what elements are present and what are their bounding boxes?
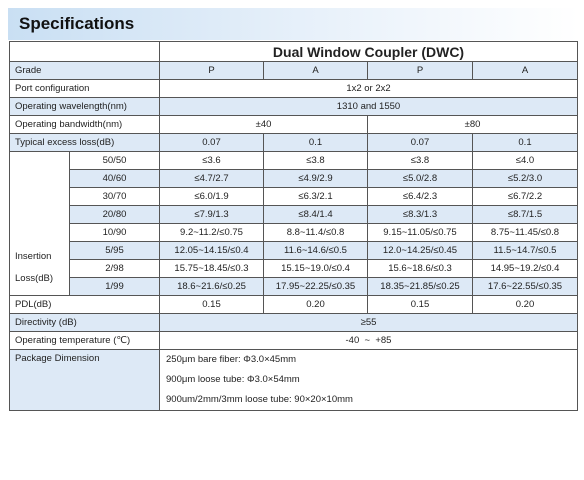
table-cell: 0.15 bbox=[368, 296, 473, 314]
table-cell: ≤6.0/1.9 bbox=[160, 188, 264, 206]
section-header bbox=[8, 8, 579, 40]
table-cell: 0.15 bbox=[160, 296, 264, 314]
row-label: Operating temperature (℃) bbox=[10, 332, 160, 350]
table-cell: P bbox=[368, 62, 473, 80]
table-cell: 17.6~22.55/≤0.35 bbox=[473, 278, 578, 296]
table-row-pdl bbox=[10, 296, 578, 314]
table-cell: ≤6.4/2.3 bbox=[368, 188, 473, 206]
table-cell: ≤8.3/1.3 bbox=[368, 206, 473, 224]
table-row-insertion-30-70 bbox=[10, 188, 578, 206]
section-title: Specifications bbox=[19, 14, 135, 33]
table-cell: P bbox=[160, 62, 264, 80]
table-cell: ≤8.4/1.4 bbox=[264, 206, 368, 224]
table-cell: ≤5.2/3.0 bbox=[473, 170, 578, 188]
row-label: PDL(dB) bbox=[10, 296, 160, 314]
table-cell: A bbox=[264, 62, 368, 80]
table-cell: 12.05~14.15/≤0.4 bbox=[160, 242, 264, 260]
package-line: 900μm loose tube: Φ3.0×54mm bbox=[166, 374, 300, 385]
table-cell: 9.15~11.05/≤0.75 bbox=[368, 224, 473, 242]
table-corner-cell bbox=[10, 42, 160, 62]
table-cell: 1310 and 1550 bbox=[160, 98, 578, 116]
table-cell: ±40 bbox=[160, 116, 368, 134]
table-cell: ≤6.3/2.1 bbox=[264, 188, 368, 206]
row-label: Operating bandwidth(nm) bbox=[10, 116, 160, 134]
table-row-wavelength bbox=[10, 98, 578, 116]
table-cell: 14.95~19.2/≤0.4 bbox=[473, 260, 578, 278]
table-cell: 0.1 bbox=[473, 134, 578, 152]
table-cell: 15.15~19.0/≤0.4 bbox=[264, 260, 368, 278]
table-cell: ≤5.0/2.8 bbox=[368, 170, 473, 188]
row-label: Typical excess loss(dB) bbox=[10, 134, 160, 152]
table-row-temperature bbox=[10, 332, 578, 350]
table-row-insertion-40-60 bbox=[10, 170, 578, 188]
table-cell: ≤4.9/2.9 bbox=[264, 170, 368, 188]
table-cell: 17.95~22.25/≤0.35 bbox=[264, 278, 368, 296]
ratio-cell: 5/95 bbox=[70, 242, 160, 260]
table-cell: 11.6~14.6/≤0.5 bbox=[264, 242, 368, 260]
table-cell: 0.07 bbox=[368, 134, 473, 152]
package-line: 900um/2mm/3mm loose tube: 90×20×10mm bbox=[166, 394, 353, 405]
insertion-label-line2: Loss(dB) bbox=[15, 272, 54, 284]
specifications-table bbox=[9, 41, 578, 411]
table-row-directivity bbox=[10, 314, 578, 332]
table-cell: ≤6.7/2.2 bbox=[473, 188, 578, 206]
table-cell: ≤4.0 bbox=[473, 152, 578, 170]
table-row-insertion-1-99 bbox=[10, 278, 578, 296]
ratio-cell: 50/50 bbox=[70, 152, 160, 170]
table-row-insertion-50-50 bbox=[10, 152, 578, 170]
row-label: Directivity (dB) bbox=[10, 314, 160, 332]
table-cell: 1x2 or 2x2 bbox=[160, 80, 578, 98]
insertion-label-line1: Insertion bbox=[15, 250, 52, 262]
table-cell: 0.20 bbox=[473, 296, 578, 314]
table-cell: ≤8.7/1.5 bbox=[473, 206, 578, 224]
ratio-cell: 2/98 bbox=[70, 260, 160, 278]
table-cell: 8.8~11.4/≤0.8 bbox=[264, 224, 368, 242]
table-row-insertion-10-90 bbox=[10, 224, 578, 242]
table-row-insertion-5-95 bbox=[10, 242, 578, 260]
table-row-insertion-2-98 bbox=[10, 260, 578, 278]
ratio-cell: 30/70 bbox=[70, 188, 160, 206]
table-cell: A bbox=[473, 62, 578, 80]
ratio-cell: 1/99 bbox=[70, 278, 160, 296]
table-cell: 18.6~21.6/≤0.25 bbox=[160, 278, 264, 296]
table-cell: 15.6~18.6/≤0.3 bbox=[368, 260, 473, 278]
table-row-port bbox=[10, 80, 578, 98]
table-row-insertion-20-80 bbox=[10, 206, 578, 224]
table-cell: 8.75~11.45/≤0.8 bbox=[473, 224, 578, 242]
table-cell: ≤3.6 bbox=[160, 152, 264, 170]
package-dimension-cell bbox=[160, 350, 578, 411]
table-cell: 12.0~14.25/≤0.45 bbox=[368, 242, 473, 260]
table-cell: ≤3.8 bbox=[368, 152, 473, 170]
table-cell: 9.2~11.2/≤0.75 bbox=[160, 224, 264, 242]
row-label: Grade bbox=[10, 62, 160, 80]
ratio-cell: 40/60 bbox=[70, 170, 160, 188]
package-line: 250μm bare fiber: Φ3.0×45mm bbox=[166, 354, 297, 365]
table-cell: 0.07 bbox=[160, 134, 264, 152]
table-cell: ±80 bbox=[368, 116, 578, 134]
ratio-cell: 20/80 bbox=[70, 206, 160, 224]
table-cell: ≤3.8 bbox=[264, 152, 368, 170]
table-title: Dual Window Coupler (DWC) bbox=[160, 42, 578, 62]
table-row-excess-loss bbox=[10, 134, 578, 152]
table-cell: ≤7.9/1.3 bbox=[160, 206, 264, 224]
table-cell: -40 ~ +85 bbox=[160, 332, 578, 350]
table-cell: 11.5~14.7/≤0.5 bbox=[473, 242, 578, 260]
table-cell: 15.75~18.45/≤0.3 bbox=[160, 260, 264, 278]
insertion-loss-label bbox=[10, 152, 70, 296]
table-cell: ≥55 bbox=[160, 314, 578, 332]
table-cell: 18.35~21.85/≤0.25 bbox=[368, 278, 473, 296]
row-label: Package Dimension bbox=[10, 350, 160, 411]
table-row-package bbox=[10, 350, 578, 411]
table-cell: ≤4.7/2.7 bbox=[160, 170, 264, 188]
row-label: Port configuration bbox=[10, 80, 160, 98]
table-row-grade bbox=[10, 62, 578, 80]
table-cell: 0.20 bbox=[264, 296, 368, 314]
row-label: Operating wavelength(nm) bbox=[10, 98, 160, 116]
table-cell: 0.1 bbox=[264, 134, 368, 152]
table-row-bandwidth bbox=[10, 116, 578, 134]
ratio-cell: 10/90 bbox=[70, 224, 160, 242]
